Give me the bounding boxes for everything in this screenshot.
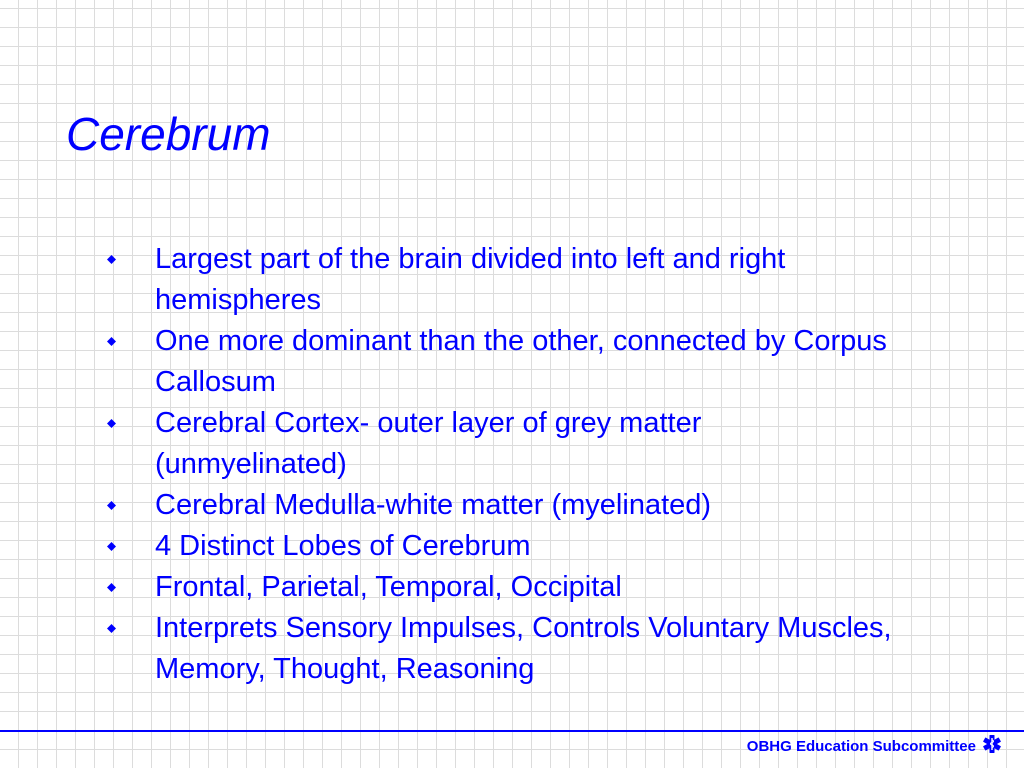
bullet-item [100, 239, 900, 321]
footer-divider [0, 730, 1024, 732]
bullet-text: Cerebral Cortex- outer layer of grey matter (unmyelinated) [155, 407, 702, 480]
bullet-text: 4 Distinct Lobes of Cerebrum [155, 530, 531, 562]
star-of-life-icon [982, 734, 1002, 759]
slide-title: Cerebrum [66, 108, 271, 160]
bullet-item [100, 321, 900, 403]
bullet-item [100, 403, 900, 485]
diamond-bullet-icon [100, 239, 155, 264]
footer [747, 734, 1002, 759]
diamond-bullet-icon [100, 485, 155, 510]
diamond-bullet-icon [100, 567, 155, 592]
bullet-item [100, 485, 900, 526]
bullet-item [100, 608, 900, 690]
bullet-text: Largest part of the brain divided into left and right hemispheres [155, 243, 786, 316]
diamond-bullet-icon [100, 608, 155, 633]
bullet-text: Cerebral Medulla-white matter (myelinated) [155, 489, 712, 521]
bullet-item [100, 526, 900, 567]
bullet-list [100, 239, 900, 690]
diamond-bullet-icon [100, 403, 155, 428]
footer-text: OBHG Education Subcommittee [746, 738, 976, 755]
diamond-bullet-icon [100, 526, 155, 551]
bullet-text: Frontal, Parietal, Temporal, Occipital [155, 571, 622, 603]
bullet-text: One more dominant than the other, connected by Corpus Callosum [155, 325, 887, 398]
bullet-text: Interprets Sensory Impulses, Controls Voluntary Muscles, Memory, Thought, Reasoning [155, 612, 892, 685]
diamond-bullet-icon [100, 321, 155, 346]
bullet-item [100, 567, 900, 608]
